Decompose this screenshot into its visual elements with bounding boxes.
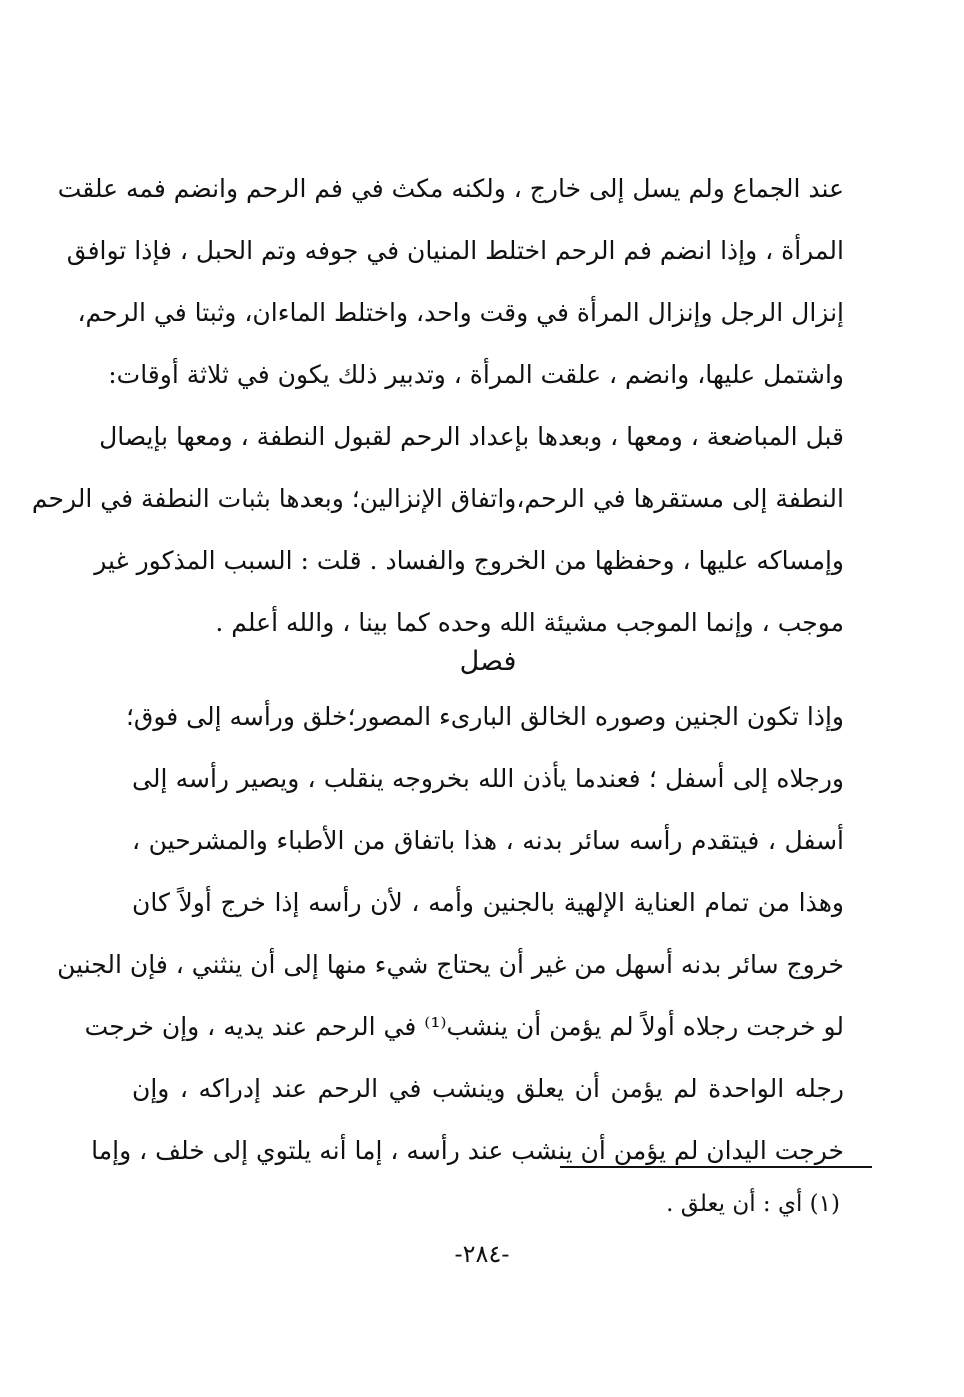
text-line: قبل المباضعة ، ومعها ، وبعدها بإعداد الرحم لقبول النطفة ، ومعها بإيصال: [99, 422, 844, 451]
section-heading: فصل: [459, 646, 517, 677]
text-line: موجب ، وإنما الموجب مشيئة الله وحده كما بينا ، والله أعلم .: [215, 608, 844, 637]
paragraph-1: [31, 158, 844, 654]
text-line: ورجلاه إلى أسفل ؛ فعندما يأذن الله بخروجه ينقلب ، ويصير رأسه إلى: [132, 764, 844, 793]
text-line: وإذا تكون الجنين وصوره الخالق البارىء المصور؛خلق ورأسه إلى فوق؛: [125, 702, 844, 731]
footnote: (١) أي : أن يعلق .: [666, 1191, 840, 1217]
footnote-divider: [560, 1166, 872, 1168]
text-line: وإمساكه عليها ، وحفظها من الخروج والفساد . قلت : السبب المذكور غير: [94, 546, 844, 575]
text-line: رجله الواحدة لم يؤمن أن يعلق وينشب في الرحم عند إدراكه ، وإن: [132, 1074, 844, 1103]
text-line: واشتمل عليها، وانضم ، علقت المرأة ، وتدبير ذلك يكون في ثلاثة أوقات:: [108, 360, 844, 389]
paragraph-2: [57, 686, 844, 1182]
text-line: لو خرجت رجلاه أولاً لم يؤمن أن ينشب⁽¹⁾ في الرحم عند يديه ، وإن خرجت: [84, 1012, 844, 1041]
text-line: وهذا من تمام العناية الإلهية بالجنين وأمه ، لأن رأسه إذا خرج أولاً كان: [132, 888, 844, 917]
text-line: إنزال الرجل وإنزال المرأة في وقت واحد، واختلط الماءان، وثبتا في الرحم،: [77, 298, 844, 327]
text-line: أسفل ، فيتقدم رأسه سائر بدنه ، هذا باتفاق من الأطباء والمشرحين ،: [132, 826, 844, 855]
text-line: المرأة ، وإذا انضم فم الرحم اختلط المنيان في جوفه وتم الحبل ، فإذا توافق: [66, 236, 844, 265]
text-line: النطفة إلى مستقرها في الرحم،واتفاق الإنزالين؛ وبعدها بثبات النطفة في الرحم: [31, 484, 844, 513]
text-line: عند الجماع ولم يسل إلى خارج ، ولكنه مكث في فم الرحم وانضم فمه علقت: [57, 174, 844, 203]
text-line: خروج سائر بدنه أسهل من غير أن يحتاج شيء منها إلى أن ينثني ، فإن الجنين: [57, 950, 844, 979]
text-line: خرجت اليدان لم يؤمن أن ينشب عند رأسه ، إما أنه يلتوي إلى خلف ، وإما: [91, 1136, 844, 1165]
page-number: -٢٨٤-: [454, 1240, 510, 1268]
